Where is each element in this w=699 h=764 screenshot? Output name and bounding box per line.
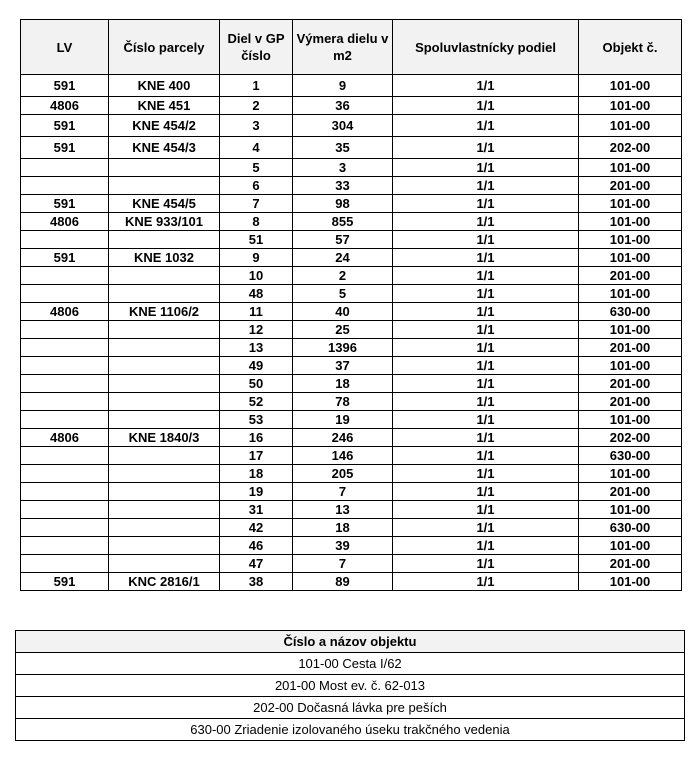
legend-row [16, 653, 685, 675]
cell-parcel-number [109, 267, 220, 285]
cell-ownership-share: 1/1 [393, 159, 579, 177]
cell-object-number: 101-00 [579, 573, 682, 591]
cell-ownership-share: 1/1 [393, 339, 579, 357]
cell-lv [21, 519, 109, 537]
cell-gp-part: 16 [220, 429, 293, 447]
table-row [21, 537, 682, 555]
parcel-table [20, 19, 682, 591]
cell-area: 24 [293, 249, 393, 267]
cell-lv [21, 447, 109, 465]
cell-object-number: 630-00 [579, 519, 682, 537]
table-body [21, 75, 682, 591]
cell-object-number: 101-00 [579, 357, 682, 375]
cell-object-number: 201-00 [579, 177, 682, 195]
cell-gp-part: 7 [220, 195, 293, 213]
cell-lv [21, 285, 109, 303]
cell-ownership-share: 1/1 [393, 249, 579, 267]
header-parcel-number: Číslo parcely [109, 20, 220, 75]
cell-parcel-number [109, 447, 220, 465]
table-row [21, 75, 682, 97]
table-row [21, 393, 682, 411]
cell-area: 855 [293, 213, 393, 231]
cell-parcel-number: KNE 400 [109, 75, 220, 97]
cell-lv [21, 321, 109, 339]
cell-object-number: 101-00 [579, 195, 682, 213]
cell-lv [21, 411, 109, 429]
cell-lv [21, 375, 109, 393]
cell-parcel-number [109, 411, 220, 429]
table-row [21, 429, 682, 447]
cell-parcel-number: KNE 454/3 [109, 137, 220, 159]
table-row [21, 97, 682, 115]
cell-parcel-number [109, 465, 220, 483]
cell-object-number: 101-00 [579, 159, 682, 177]
table-row [21, 285, 682, 303]
cell-gp-part: 9 [220, 249, 293, 267]
cell-parcel-number: KNE 454/5 [109, 195, 220, 213]
cell-area: 146 [293, 447, 393, 465]
cell-parcel-number [109, 231, 220, 249]
cell-object-number: 201-00 [579, 393, 682, 411]
cell-area: 9 [293, 75, 393, 97]
cell-gp-part: 3 [220, 115, 293, 137]
cell-parcel-number: KNC 2816/1 [109, 573, 220, 591]
cell-lv [21, 465, 109, 483]
header-lv: LV [21, 20, 109, 75]
cell-area: 205 [293, 465, 393, 483]
cell-object-number: 101-00 [579, 75, 682, 97]
table-row [21, 321, 682, 339]
cell-area: 98 [293, 195, 393, 213]
cell-area: 1396 [293, 339, 393, 357]
cell-gp-part: 6 [220, 177, 293, 195]
cell-ownership-share: 1/1 [393, 195, 579, 213]
table-row [21, 115, 682, 137]
cell-area: 7 [293, 555, 393, 573]
cell-area: 2 [293, 267, 393, 285]
table-header-row [21, 20, 682, 75]
cell-ownership-share: 1/1 [393, 321, 579, 339]
cell-area: 40 [293, 303, 393, 321]
cell-gp-part: 38 [220, 573, 293, 591]
cell-ownership-share: 1/1 [393, 75, 579, 97]
cell-object-number: 101-00 [579, 321, 682, 339]
cell-lv: 591 [21, 195, 109, 213]
legend-row [16, 697, 685, 719]
cell-object-number: 201-00 [579, 267, 682, 285]
cell-object-number: 101-00 [579, 115, 682, 137]
cell-parcel-number: KNE 1106/2 [109, 303, 220, 321]
cell-ownership-share: 1/1 [393, 213, 579, 231]
cell-ownership-share: 1/1 [393, 447, 579, 465]
cell-lv [21, 357, 109, 375]
cell-area: 5 [293, 285, 393, 303]
cell-lv: 591 [21, 137, 109, 159]
cell-lv [21, 231, 109, 249]
cell-gp-part: 18 [220, 465, 293, 483]
cell-lv [21, 267, 109, 285]
table-row [21, 267, 682, 285]
cell-area: 33 [293, 177, 393, 195]
legend-header-row [16, 631, 685, 653]
cell-parcel-number: KNE 454/2 [109, 115, 220, 137]
table-row [21, 519, 682, 537]
cell-area: 39 [293, 537, 393, 555]
cell-object-number: 101-00 [579, 231, 682, 249]
table-row [21, 375, 682, 393]
legend-entry: 630-00 Zriadenie izolovaného úseku trakčného vedenia [16, 719, 685, 741]
cell-object-number: 101-00 [579, 285, 682, 303]
cell-object-number: 101-00 [579, 501, 682, 519]
cell-parcel-number [109, 159, 220, 177]
table-row [21, 339, 682, 357]
cell-gp-part: 47 [220, 555, 293, 573]
cell-object-number: 101-00 [579, 411, 682, 429]
cell-parcel-number [109, 339, 220, 357]
cell-area: 35 [293, 137, 393, 159]
table-row [21, 447, 682, 465]
cell-object-number: 101-00 [579, 97, 682, 115]
cell-lv [21, 177, 109, 195]
cell-ownership-share: 1/1 [393, 573, 579, 591]
cell-parcel-number [109, 285, 220, 303]
cell-gp-part: 5 [220, 159, 293, 177]
cell-area: 13 [293, 501, 393, 519]
cell-area: 25 [293, 321, 393, 339]
cell-parcel-number [109, 375, 220, 393]
table-row [21, 465, 682, 483]
header-gp-part: Diel v GP číslo [220, 20, 293, 75]
table-row [21, 137, 682, 159]
cell-object-number: 101-00 [579, 537, 682, 555]
cell-area: 18 [293, 375, 393, 393]
cell-lv: 4806 [21, 213, 109, 231]
cell-gp-part: 51 [220, 231, 293, 249]
cell-lv: 591 [21, 573, 109, 591]
cell-area: 89 [293, 573, 393, 591]
cell-ownership-share: 1/1 [393, 501, 579, 519]
cell-gp-part: 13 [220, 339, 293, 357]
cell-parcel-number: KNE 933/101 [109, 213, 220, 231]
cell-gp-part: 46 [220, 537, 293, 555]
table-row [21, 159, 682, 177]
cell-object-number: 630-00 [579, 447, 682, 465]
cell-area: 3 [293, 159, 393, 177]
cell-gp-part: 2 [220, 97, 293, 115]
cell-area: 57 [293, 231, 393, 249]
cell-parcel-number [109, 357, 220, 375]
cell-ownership-share: 1/1 [393, 429, 579, 447]
table-row [21, 177, 682, 195]
cell-parcel-number: KNE 1840/3 [109, 429, 220, 447]
cell-ownership-share: 1/1 [393, 555, 579, 573]
cell-gp-part: 48 [220, 285, 293, 303]
cell-gp-part: 11 [220, 303, 293, 321]
table-row [21, 483, 682, 501]
cell-gp-part: 53 [220, 411, 293, 429]
table-row [21, 213, 682, 231]
legend-row [16, 719, 685, 741]
cell-lv: 4806 [21, 303, 109, 321]
legend-row [16, 675, 685, 697]
cell-parcel-number: KNE 451 [109, 97, 220, 115]
cell-lv [21, 339, 109, 357]
legend-entry: 201-00 Most ev. č. 62-013 [16, 675, 685, 697]
cell-lv [21, 555, 109, 573]
cell-object-number: 201-00 [579, 339, 682, 357]
cell-lv [21, 393, 109, 411]
cell-area: 78 [293, 393, 393, 411]
cell-parcel-number [109, 483, 220, 501]
table-row [21, 303, 682, 321]
cell-gp-part: 50 [220, 375, 293, 393]
cell-gp-part: 52 [220, 393, 293, 411]
cell-ownership-share: 1/1 [393, 267, 579, 285]
cell-ownership-share: 1/1 [393, 137, 579, 159]
cell-lv: 591 [21, 249, 109, 267]
cell-ownership-share: 1/1 [393, 375, 579, 393]
header-object-number: Objekt č. [579, 20, 682, 75]
cell-gp-part: 10 [220, 267, 293, 285]
cell-gp-part: 42 [220, 519, 293, 537]
cell-gp-part: 31 [220, 501, 293, 519]
cell-gp-part: 8 [220, 213, 293, 231]
cell-ownership-share: 1/1 [393, 177, 579, 195]
cell-object-number: 101-00 [579, 249, 682, 267]
cell-ownership-share: 1/1 [393, 357, 579, 375]
cell-object-number: 101-00 [579, 213, 682, 231]
cell-lv [21, 537, 109, 555]
cell-parcel-number [109, 537, 220, 555]
table-row [21, 411, 682, 429]
table-row [21, 249, 682, 267]
cell-gp-part: 19 [220, 483, 293, 501]
cell-lv: 591 [21, 75, 109, 97]
header-area: Výmera dielu v m2 [293, 20, 393, 75]
cell-ownership-share: 1/1 [393, 519, 579, 537]
cell-lv [21, 483, 109, 501]
header-ownership-share: Spoluvlastnícky podiel [393, 20, 579, 75]
cell-parcel-number [109, 177, 220, 195]
cell-gp-part: 1 [220, 75, 293, 97]
cell-parcel-number [109, 555, 220, 573]
cell-parcel-number [109, 501, 220, 519]
cell-gp-part: 4 [220, 137, 293, 159]
object-legend-table [15, 630, 685, 741]
table-row [21, 195, 682, 213]
table-row [21, 573, 682, 591]
cell-area: 36 [293, 97, 393, 115]
cell-parcel-number [109, 393, 220, 411]
cell-ownership-share: 1/1 [393, 411, 579, 429]
cell-ownership-share: 1/1 [393, 97, 579, 115]
cell-lv: 591 [21, 115, 109, 137]
legend-entry: 202-00 Dočasná lávka pre peších [16, 697, 685, 719]
cell-parcel-number [109, 519, 220, 537]
cell-ownership-share: 1/1 [393, 231, 579, 249]
cell-area: 304 [293, 115, 393, 137]
cell-ownership-share: 1/1 [393, 483, 579, 501]
cell-ownership-share: 1/1 [393, 115, 579, 137]
table-row [21, 231, 682, 249]
cell-object-number: 201-00 [579, 483, 682, 501]
cell-object-number: 202-00 [579, 429, 682, 447]
cell-lv [21, 159, 109, 177]
cell-ownership-share: 1/1 [393, 393, 579, 411]
cell-gp-part: 49 [220, 357, 293, 375]
cell-ownership-share: 1/1 [393, 537, 579, 555]
cell-object-number: 101-00 [579, 465, 682, 483]
legend-body [16, 653, 685, 741]
cell-parcel-number [109, 321, 220, 339]
cell-ownership-share: 1/1 [393, 303, 579, 321]
cell-object-number: 201-00 [579, 555, 682, 573]
cell-lv: 4806 [21, 97, 109, 115]
cell-lv: 4806 [21, 429, 109, 447]
legend-entry: 101-00 Cesta I/62 [16, 653, 685, 675]
table-row [21, 555, 682, 573]
cell-lv [21, 501, 109, 519]
legend-header: Číslo a názov objektu [16, 631, 685, 653]
cell-gp-part: 12 [220, 321, 293, 339]
table-row [21, 501, 682, 519]
cell-object-number: 630-00 [579, 303, 682, 321]
cell-area: 37 [293, 357, 393, 375]
cell-area: 19 [293, 411, 393, 429]
cell-ownership-share: 1/1 [393, 465, 579, 483]
cell-area: 246 [293, 429, 393, 447]
cell-area: 7 [293, 483, 393, 501]
cell-area: 18 [293, 519, 393, 537]
cell-ownership-share: 1/1 [393, 285, 579, 303]
cell-object-number: 201-00 [579, 375, 682, 393]
cell-parcel-number: KNE 1032 [109, 249, 220, 267]
cell-object-number: 202-00 [579, 137, 682, 159]
table-row [21, 357, 682, 375]
cell-gp-part: 17 [220, 447, 293, 465]
